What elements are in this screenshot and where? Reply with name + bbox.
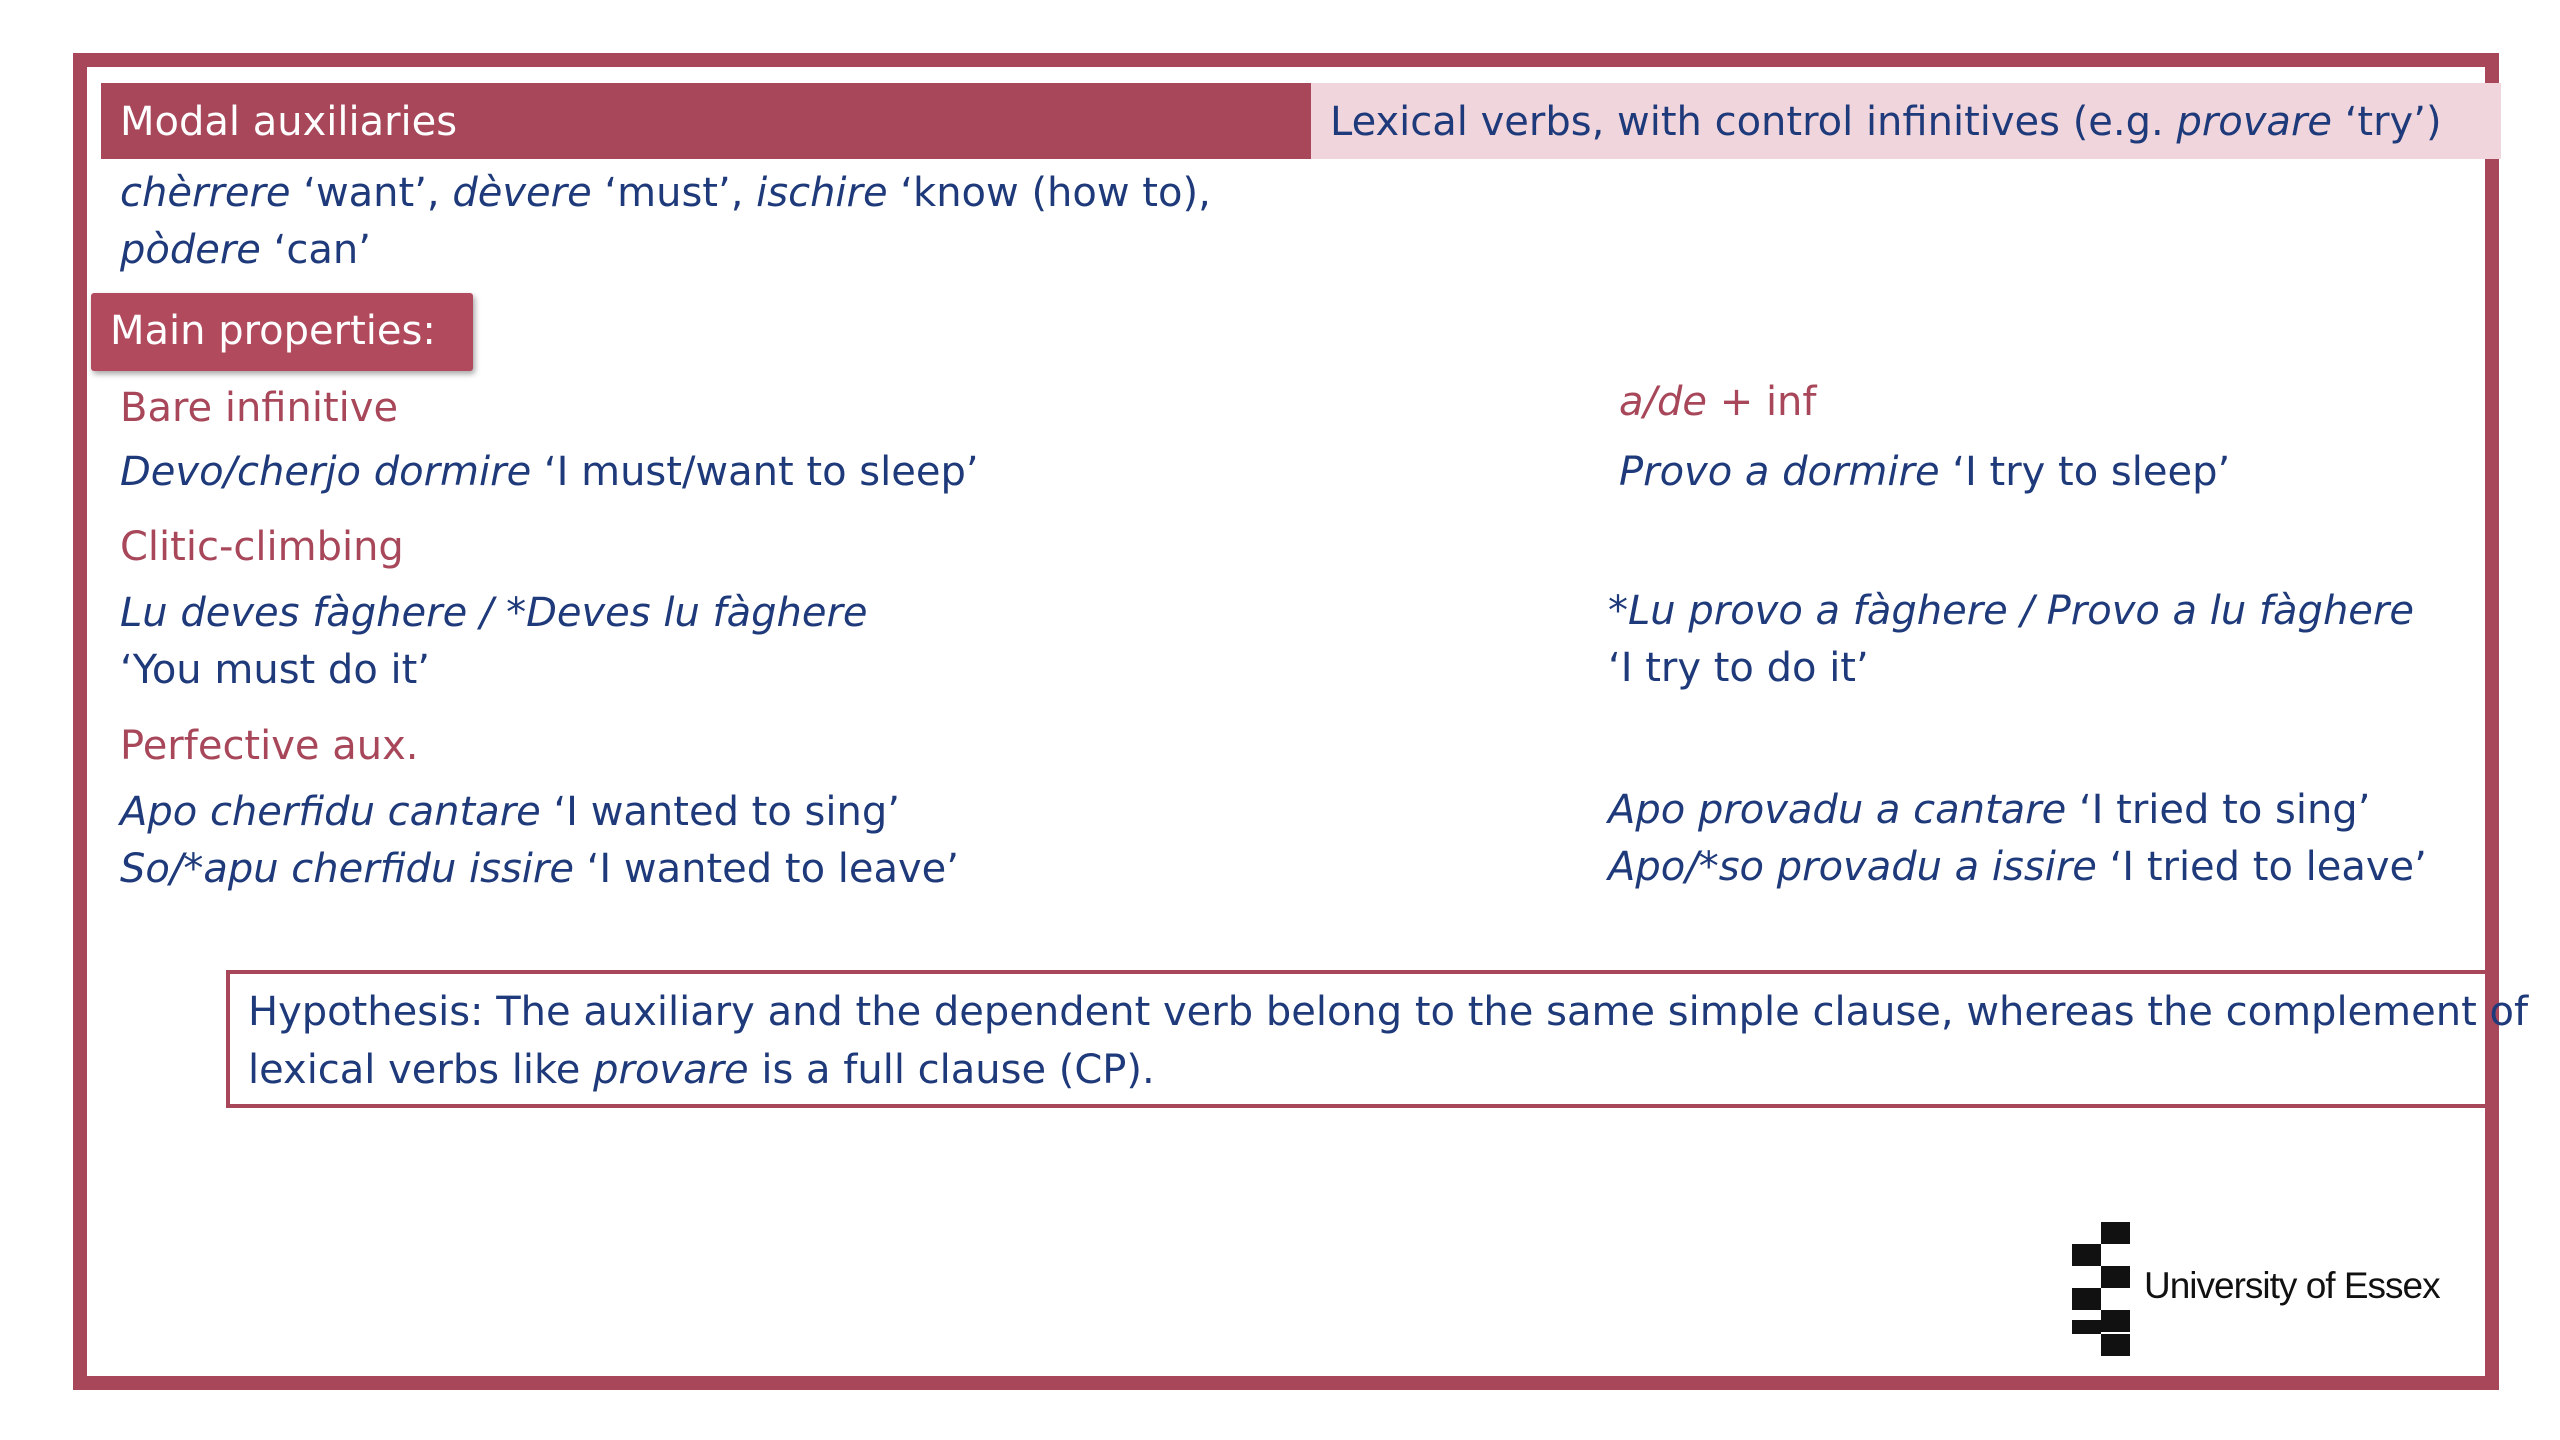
university-name: University of Essex: [2144, 1265, 2440, 1306]
header-lexical-verbs: [1311, 83, 2501, 159]
header-left-title: Modal auxiliaries: [120, 99, 458, 145]
left-prop1-heading: Bare infinitive: [120, 385, 399, 431]
main-properties-label: Main properties:: [91, 293, 473, 371]
hypothesis-line-2: lexical verbs like provare is a full clause (CP).: [248, 1047, 1155, 1093]
header-right-title: Lexical verbs, with control infinitives (e.g. provare ‘try’): [1330, 99, 2442, 145]
header-modal-auxiliaries: [101, 83, 1311, 159]
slide-frame: [73, 53, 2529, 1390]
hypothesis-box: [226, 970, 2529, 1108]
left-prop3-example-1: Apo cherfidu cantare ‘I wanted to sing’: [120, 789, 900, 835]
left-prop3-example-2: So/*apu cherfidu issire ‘I wanted to leave’: [120, 846, 959, 892]
modals-list-line-1: chèrrere ‘want’, dèvere ‘must’, ischire ‘know (how to),: [120, 170, 1211, 216]
hypothesis-line-1: Hypothesis: The auxiliary and the dependent verb belong to the same simple clause, whereas the complement of: [248, 989, 2529, 1035]
left-prop2-example: Lu deves fàghere / *Deves lu fàghere: [120, 590, 868, 636]
modals-list-line-2: pòdere ‘can’: [120, 227, 371, 273]
left-prop2-heading: Clitic-climbing: [120, 524, 404, 570]
left-prop1-example: Devo/cherjo dormire ‘I must/want to sleep’: [120, 449, 979, 495]
left-prop3-heading: Perfective aux.: [120, 723, 419, 769]
right-prop1-heading: a/de + inf: [1619, 379, 1817, 425]
right-prop1-example: Provo a dormire ‘I try to sleep’: [1619, 449, 2231, 495]
right-prop2-example: *Lu provo a fàghere / Provo a lu fàghere: [1608, 588, 2414, 634]
right-prop3-example-2: Apo/*so provadu a issire ‘I tried to leave’: [1608, 844, 2427, 890]
left-prop2-gloss: ‘You must do it’: [120, 647, 431, 693]
right-prop3-example-1: Apo provadu a cantare ‘I tried to sing’: [1608, 787, 2371, 833]
right-prop2-gloss: ‘I try to do it’: [1608, 645, 1869, 691]
university-of-essex-logo-icon: [2072, 1222, 2130, 1356]
